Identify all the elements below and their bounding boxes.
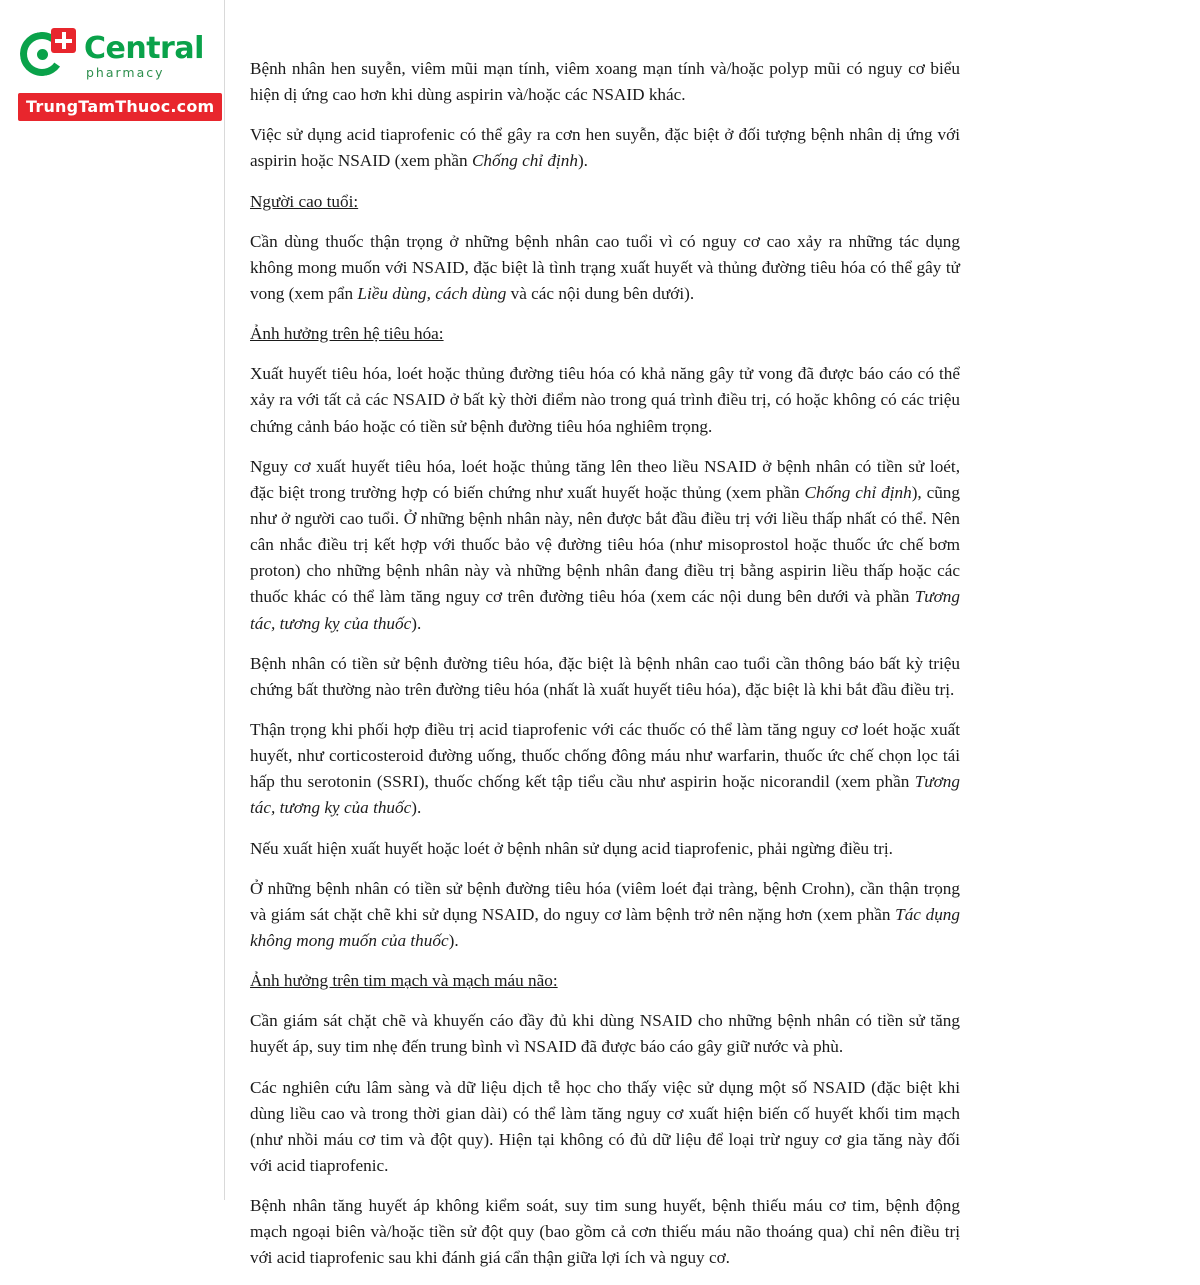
brand-logo-block: [18, 28, 218, 121]
subheading-gi-effects-label: Ảnh hưởng trên hệ tiêu hóa:: [250, 324, 444, 344]
paragraph-tiaprofenic-asthma: [250, 122, 960, 174]
cross-reference-italic: Chống chỉ định: [804, 482, 912, 502]
subheading-gi-effects: [250, 321, 960, 347]
document-text-column: [250, 56, 960, 1285]
paragraph-text-run: Cần giám sát chặt chẽ và khuyến cáo đầy đủ khi dùng NSAID cho những bệnh nhân có tiền sử tăng huyết áp, suy tim nhẹ đến trung bình vì NSAID đã được báo cáo gây giữ nước và phù.: [250, 1011, 960, 1057]
subheading-elderly: [250, 189, 960, 215]
paragraph-text-run: ).: [448, 930, 459, 950]
paragraph-text-run: ).: [411, 613, 422, 633]
logo-text: [84, 31, 204, 81]
paragraph-text-run: Thận trọng khi phối hợp điều trị acid tiaprofenic với các thuốc có thể làm tăng nguy cơ loét hoặc xuất huyết, như corticosteroid đường uống, thuốc chống đông máu như warfarin, thuốc ức chế chọn lọc tái hấp thu serotonin (SSRI), thuốc chống kết tập tiểu cầu như aspirin hoặc nicorandil (xem phần: [250, 719, 960, 792]
paragraph-gi-dose-risk: [250, 454, 960, 637]
logo-brand-subtitle: pharmacy: [86, 65, 165, 81]
paragraph-text-run: Xuất huyết tiêu hóa, loét hoặc thủng đường tiêu hóa có khả năng gây tử vong đã được báo cáo có thể xảy ra với tất cả các NSAID ở bất kỳ thời điểm nào trong quá trình điều trị, có hoặc không có các triệu chứng cảnh báo hoặc có tiền sử bệnh đường tiêu hóa nghiêm trọng.: [250, 364, 960, 436]
subheading-elderly-label: Người cao tuổi:: [250, 191, 359, 211]
cross-reference-italic: Tác dụng không mong muốn của thuốc: [250, 904, 960, 950]
logo-dot-shape: [37, 49, 48, 60]
paragraph-text-run: Cần dùng thuốc thận trọng ở những bệnh nhân cao tuổi vì có nguy cơ cao xảy ra những tác dụng không mong muốn với NSAID, đặc biệt là tình trạng xuất huyết và thủng đường tiêu hóa có thể gây tử vong (xem pẩn: [250, 231, 960, 303]
paragraph-text-run: Việc sử dụng acid tiaprofenic có thể gây ra cơn hen suyễn, đặc biệt ở đối tượng bệnh nhân dị ứng với aspirin hoặc NSAID (xem phần: [250, 125, 960, 171]
site-watermark-banner: TrungTamThuoc.com: [18, 93, 222, 121]
paragraph-text-run: Bệnh nhân có tiền sử bệnh đường tiêu hóa, đặc biệt là bệnh nhân cao tuổi cần thông báo bất kỳ triệu chứng bất thường nào trên đường tiêu hóa (nhất là xuất huyết tiêu hóa), đặc biệt là khi bắt đầu điều trị.: [250, 653, 960, 699]
paragraph-text-run: ), cũng như ở người cao tuổi. Ở những bệnh nhân này, nên được bắt đầu điều trị với liều thấp nhất có thể. Nên cân nhắc điều trị kết hợp với thuốc bảo vệ đường tiêu hóa (như misoprostol hoặc thuốc ức chế bơm proton) cho những bệnh nhân này và những bệnh nhân đang điều trị bằng aspirin liều thấp hoặc các thuốc khác có thể làm tăng nguy cơ trên đường tiêu hóa (xem các nội dung bên dưới và phần: [250, 482, 960, 607]
paragraph-text-run: Bệnh nhân tăng huyết áp không kiểm soát, suy tim sung huyết, bệnh thiếu máu cơ tim, bệnh động mạch ngoại biên và/hoặc tiền sử đột quy (bao gồm cả cơn thiếu máu não thoáng qua) chỉ nên điều trị với acid tiaprofenic sau khi đánh giá cẩn thận giữa lợi ích và nguy cơ.: [250, 1196, 960, 1268]
paragraph-text-run: Nguy cơ xuất huyết tiêu hóa, loét hoặc thủng tăng lên theo liều NSAID ở bệnh nhân có tiền sử loét, đặc biệt trong trường hợp có biến chứng như xuất huyết hoặc thủng (xem phần: [250, 456, 960, 502]
paragraph-text-run: ).: [577, 151, 588, 171]
paragraph-text-run: Ở những bệnh nhân có tiền sử bệnh đường tiêu hóa (viêm loét đại tràng, bệnh Crohn), cần thận trọng và giám sát chặt chẽ khi sử dụng NSAID, do nguy cơ làm bệnh trở nên nặng hơn (xem phần: [250, 878, 960, 924]
logo-brand-name: Central: [84, 31, 204, 67]
cross-reference-italic: Liều dùng, cách dùng: [357, 283, 507, 303]
cross-reference-italic: Chống chỉ định: [471, 151, 578, 171]
paragraph-stop-treatment: [250, 836, 960, 862]
cross-reference-italic: Tương tác, tương kỵ của thuốc: [250, 587, 960, 633]
paragraph-hypertension-monitor: [250, 1008, 960, 1060]
logo-row: [18, 28, 218, 86]
paragraph-elderly-caution: [250, 229, 960, 307]
paragraph-text-run: Các nghiên cứu lâm sàng và dữ liệu dịch tễ học cho thấy việc sử dụng một số NSAID (đặc biệt khi dùng liều cao và trong thời gian dài) có thể làm tăng nguy cơ xuất hiện biến cố huyết khối tim mạch (như nhồi máu cơ tim và đột quy). Hiện tại không có đủ dữ liệu để loại trừ nguy cơ gia tăng này đối với acid tiaprofenic.: [250, 1077, 960, 1175]
paragraph-colitis-crohn: [250, 876, 960, 954]
paragraph-text-run: ).: [411, 798, 422, 818]
subheading-cardio-cerebro: [250, 968, 960, 994]
paragraph-gi-bleeding: [250, 361, 960, 439]
paragraph-text-run: Bệnh nhân hen suyễn, viêm mũi mạn tính, viêm xoang mạn tính và/hoặc polyp mũi có nguy cơ biểu hiện dị ứng cao hơn khi dùng aspirin và/hoặc các NSAID khác.: [250, 59, 960, 105]
paragraph-clinical-studies: [250, 1075, 960, 1180]
paragraph-text-run: Nếu xuất hiện xuất huyết hoặc loét ở bệnh nhân sử dụng acid tiaprofenic, phải ngừng điều trị.: [250, 838, 893, 858]
page-divider-rule: [224, 0, 225, 1200]
paragraph-uncontrolled-hypertension: [250, 1193, 960, 1271]
paragraph-combination-caution: [250, 717, 960, 822]
paragraph-asthma-risk: [250, 56, 960, 108]
cross-reference-italic: Tương tác, tương kỵ của thuốc: [250, 772, 960, 818]
central-pharmacy-logo-icon: [18, 28, 76, 86]
subheading-cardio-cerebro-label: Ảnh hưởng trên tim mạch và mạch máu não:: [250, 971, 558, 991]
paragraph-gi-history-report: [250, 651, 960, 703]
medical-cross-icon: [51, 28, 76, 53]
paragraph-text-run: và các nội dung bên dưới).: [506, 283, 695, 303]
